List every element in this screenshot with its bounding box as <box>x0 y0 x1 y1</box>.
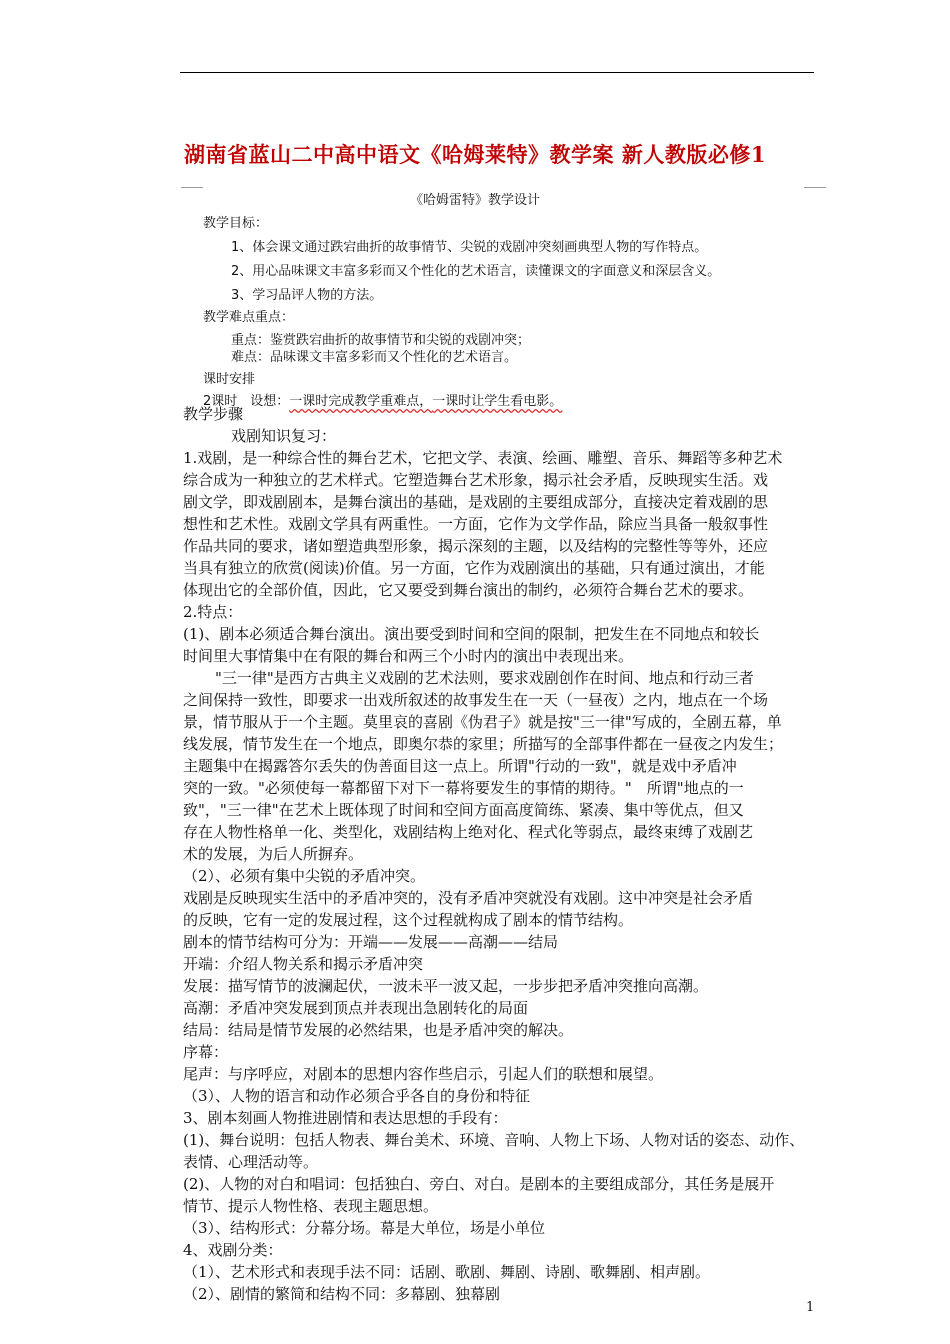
objective-item: 2、用心品味课文丰富多彩而又个性化的艺术语言，读懂课文的字面意义和深层含义。 <box>231 264 721 279</box>
body-line: 作品共同的要求，诸如塑造典型形象，揭示深刻的主题，以及结构的完整性等等外，还应 <box>183 537 769 555</box>
body-line: 存在人物性格单一化、类型化，戏剧结构上绝对化、程式化等弱点，最终束缚了戏剧艺 <box>183 823 754 841</box>
body-line: 剧本的情节结构可分为：开端——发展——高潮——结局 <box>183 933 559 951</box>
difficult-point: 难点：品味课文丰富多彩而又个性化的艺术语言。 <box>231 350 518 365</box>
body-line: (1)、剧本必须适合舞台演出。演出要受到时间和空间的限制，把发生在不同地点和较长 <box>183 625 760 643</box>
body-line: 突的一致。"必须使每一幕都留下对下一幕将要发生的事情的期待。" 所谓"地点的一 <box>183 779 744 797</box>
body-line: 之间保持一致性，即要求一出戏所叙述的故事发生在一天（一昼夜）之内，地点在一个场 <box>183 691 769 709</box>
review-heading: 戏剧知识复习： <box>231 427 337 445</box>
body-line: （3）、结构形式：分幕分场。幕是大单位，场是小单位 <box>183 1219 546 1237</box>
body-line: 表情、心理活动等。 <box>183 1153 319 1171</box>
page-title: 湖南省蓝山二中高中语文《哈姆莱特》教学案 新人教版必修1 <box>184 142 766 167</box>
body-line: 高潮：矛盾冲突发展到顶点并表现出急剧转化的局面 <box>183 999 529 1017</box>
body-line: "三一律"是西方古典主义戏剧的艺术法则，要求戏剧创作在时间、地点和行动三者 <box>215 669 754 687</box>
body-line: 致"，"三一律"在艺术上既体现了时间和空间方面高度简练、紧凑、集中等优点，但又 <box>183 801 744 819</box>
body-line: 时间里大事情集中在有限的舞台和两三个小时内的演出中表现出来。 <box>183 647 634 665</box>
body-line: 当具有独立的欣赏(阅读)价值。另一方面，它作为戏剧演出的基础，只有通过演出，才能 <box>183 559 765 577</box>
body-line: 主题集中在揭露答尔丢失的伪善面目这一点上。所谓"行动的一致"，就是戏中矛盾冲 <box>183 757 737 775</box>
body-line: 情节、提示人物性格、表现主题思想。 <box>183 1197 439 1215</box>
body-line: 4、戏剧分类： <box>183 1241 283 1259</box>
objective-item: 3、学习品评人物的方法。 <box>231 288 383 303</box>
body-line: （2）、必须有集中尖锐的矛盾冲突。 <box>183 867 426 885</box>
divider-left <box>181 187 203 188</box>
subtitle: 《哈姆雷特》教学设计 <box>409 193 540 208</box>
schedule-heading: 课时安排 <box>203 372 256 387</box>
body-line: 结局：结局是情节发展的必然结果，也是矛盾冲突的解决。 <box>183 1021 574 1039</box>
body-line: 的反映，它有一定的发展过程，这个过程就构成了剧本的情节结构。 <box>183 911 634 929</box>
body-line: 想性和艺术性。戏剧文学具有两重性。一方面，它作为文学作品，除应当具备一般叙事性 <box>183 515 769 533</box>
body-line: (2)、人物的对白和唱词：包括独白、旁白、对白。是剧本的主要组成部分，其任务是展开 <box>183 1175 775 1193</box>
page-number: 1 <box>806 1300 815 1315</box>
body-line: 发展：描写情节的波澜起伏，一波未平一波又起，一步步把矛盾冲突推向高潮。 <box>183 977 709 995</box>
body-line: 序幕： <box>183 1043 229 1061</box>
teaching-steps <box>183 403 823 1305</box>
body-line: 2.特点： <box>183 603 243 621</box>
objectives-heading: 教学目标： <box>203 216 269 231</box>
body-line: 术的发展，为后人所摒弃。 <box>183 845 364 863</box>
body-line: 尾声：与序呼应，对剧本的思想内容作些启示，引起人们的联想和展望。 <box>183 1065 664 1083</box>
body-line: 体现出它的全部价值，因此，它又要受到舞台演出的制约，必须符合舞台艺术的要求。 <box>183 581 754 599</box>
header-rule <box>180 72 814 73</box>
schedule-part2: 一课时让学生看电影。 <box>432 394 563 409</box>
body-line: （2）、剧情的繁简和结构不同：多幕剧、独幕剧 <box>183 1285 501 1303</box>
key-point: 重点：鉴赏跌宕曲折的故事情节和尖锐的戏剧冲突； <box>231 333 531 348</box>
body-line: （3）、人物的语言和动作必须合乎各自的身份和特征 <box>183 1087 531 1105</box>
body-line: 1.戏剧，是一种综合性的舞台艺术，它把文学、表演、绘画、雕塑、音乐、舞蹈等多种艺术 <box>183 449 783 467</box>
body-line: 线发展，情节发生在一个地点，即奥尔恭的家里；所描写的全部事件都在一昼夜之内发生； <box>183 735 784 753</box>
keypoints-heading: 教学难点重点： <box>203 310 295 325</box>
body-line: （1）、艺术形式和表现手法不同：话剧、歌剧、舞剧、诗剧、歌舞剧、相声剧。 <box>183 1263 711 1281</box>
schedule-prefix: 2课时 设想： <box>203 394 290 409</box>
body-line: 戏剧是反映现实生活中的矛盾冲突的，没有矛盾冲突就没有戏剧。这中冲突是社会矛盾 <box>183 889 754 907</box>
objective-item: 1、体会课文通过跌宕曲折的故事情节、尖锐的戏剧冲突刻画典型人物的写作特点。 <box>231 240 708 255</box>
body-line: 景，情节服从于一个主题。莫里哀的喜剧《伪君子》就是按"三一律"写成的，全剧五幕，单 <box>183 713 782 731</box>
steps-heading: 教学步骤 <box>183 405 244 423</box>
schedule-part1: 一课时完成教学重难点， <box>289 394 433 409</box>
body-line: 综合成为一种独立的艺术样式。它塑造舞台艺术形象，揭示社会矛盾，反映现实生活。戏 <box>183 471 769 489</box>
body-line: 开端：介绍人物关系和揭示矛盾冲突 <box>183 955 424 973</box>
body-line: 剧文学，即戏剧剧本，是舞台演出的基础，是戏剧的主要组成部分，直接决定着戏剧的思 <box>183 493 769 511</box>
divider-right <box>804 187 826 188</box>
body-line: (1)、舞台说明：包括人物表、舞台美术、环境、音响、人物上下场、人物对话的姿态、动作、 <box>183 1131 805 1149</box>
body-line: 3、剧本刻画人物推进剧情和表达思想的手段有： <box>183 1109 508 1127</box>
